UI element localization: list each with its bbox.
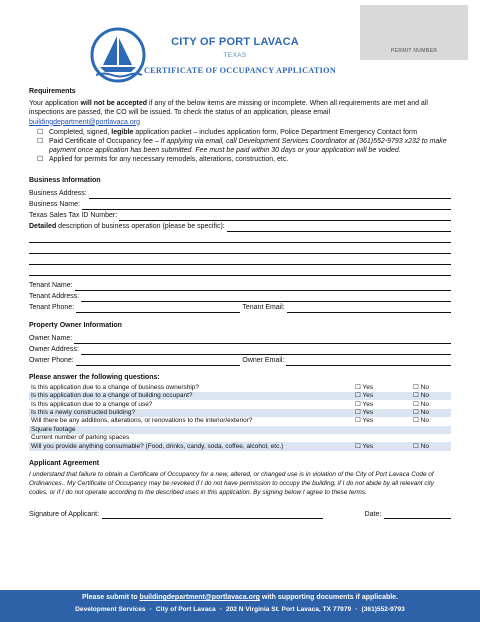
agreement-section	[29, 460, 451, 520]
tenant-name-label: Tenant Name:	[29, 282, 73, 290]
question-text: Is this a newly constructed building?	[29, 409, 353, 417]
description-line[interactable]	[29, 265, 451, 276]
city-state: TEXAS	[223, 52, 247, 59]
tenant-name-field[interactable]	[75, 283, 451, 291]
owner-phone-label: Owner Phone:	[29, 357, 74, 365]
tenant-name-row	[29, 280, 451, 291]
page-footer	[0, 590, 480, 622]
requirements-list	[29, 128, 451, 164]
intro-bold: will not be accepted	[80, 99, 148, 107]
email-link[interactable]: buildingdepartment@portlavaca.org	[29, 118, 141, 126]
business-address-row	[29, 188, 451, 199]
footer-dept: Development Services	[75, 605, 146, 613]
tenant-email-field[interactable]	[287, 305, 451, 313]
question-text: Is this application due to a change of use?	[31, 400, 153, 408]
sailboat-logo-icon	[90, 27, 146, 83]
item-text: Paid Certificate of Occupancy fee –	[49, 138, 161, 146]
checkbox-icon[interactable]: ☐	[37, 156, 44, 164]
owner-phone-field[interactable]	[76, 358, 241, 366]
signature-row	[29, 508, 451, 519]
table-row	[29, 392, 451, 400]
description-field[interactable]	[227, 224, 451, 232]
question-text: Square footage	[29, 426, 353, 434]
business-address-field[interactable]	[89, 191, 451, 199]
owner-heading: Property Owner Information	[29, 322, 122, 330]
business-name-row	[29, 199, 451, 210]
tenant-address-field[interactable]	[81, 294, 451, 302]
owner-address-field[interactable]	[81, 347, 451, 355]
question-text: Is this application due to a change of business ownership?	[31, 383, 200, 391]
no-checkbox[interactable]: ☐ No	[413, 400, 429, 408]
tenant-email-label: Tenant Email:	[242, 304, 285, 312]
question-text: Will there be any additions, alterations, or renovations to the interior/exterior?	[31, 417, 253, 425]
answer-field[interactable]	[353, 426, 411, 434]
checkbox-icon[interactable]: ☐	[37, 138, 44, 146]
separator-icon: ◦	[149, 605, 152, 613]
table-row	[29, 426, 451, 434]
table-row	[29, 442, 451, 450]
owner-name-row	[29, 333, 451, 344]
list-item	[37, 155, 451, 164]
business-name-label: Business Name:	[29, 201, 80, 209]
intro-text: Your application	[29, 99, 81, 107]
tenant-phone-field[interactable]	[76, 305, 240, 313]
tenant-address-row	[29, 291, 451, 302]
yes-checkbox[interactable]: ☐ Yes	[355, 400, 374, 408]
business-section	[29, 177, 451, 313]
date-field[interactable]	[384, 511, 451, 519]
table-row	[29, 434, 451, 442]
table-row	[29, 384, 451, 392]
description-line[interactable]	[29, 232, 451, 243]
tax-id-label: Texas Sales Tax ID Number:	[29, 212, 118, 220]
signature-label: Signature of Applicant:	[29, 510, 100, 518]
owner-email-label: Owner Email:	[242, 357, 285, 365]
description-line[interactable]	[29, 243, 451, 254]
description-bold: Detailed	[29, 223, 57, 231]
list-item	[37, 137, 451, 155]
answer-field[interactable]	[411, 434, 451, 442]
item-italic: If applying via email, call Development Services Coordinator at (361)552-9793 x232 to make payment once application has been submitted. Fee must be paid within 30 days or your application will be voided.	[49, 138, 447, 155]
no-checkbox[interactable]: ☐ No	[413, 383, 429, 391]
footer-city: City of Port Lavaca	[155, 605, 216, 613]
questions-table	[29, 384, 451, 451]
questions-section	[29, 374, 451, 451]
intro-text-2: if any of the below items are missing or incomplete. When all requirements are met and all inspections are passed, the CO will be issued. To check the status of an application, please email	[29, 99, 428, 117]
owner-name-label: Owner Name:	[29, 335, 73, 343]
description-row	[29, 221, 451, 232]
form-content	[29, 88, 451, 519]
tenant-contact-row	[29, 302, 451, 313]
separator-icon: ◦	[355, 605, 358, 613]
footer-contact-line	[0, 606, 480, 614]
owner-email-field[interactable]	[286, 358, 451, 366]
yes-checkbox[interactable]: ☐ Yes	[353, 392, 411, 400]
owner-contact-row	[29, 355, 451, 366]
requirements-heading: Requirements	[29, 88, 76, 95]
footer-submit-line	[0, 594, 480, 603]
footer-text: with supporting documents if applicable.	[259, 594, 399, 601]
page-header	[0, 0, 480, 80]
agreement-text: I understand that failure to obtain a Certificate of Occupancy for a new, altered, or changed use is in violation of the City of Port Lavaca Code of Ordinances.. My Certificate of Occupancy may be revoked if I do not have permission to occupy the building, if I do not abide by all relevant city codes, or if I do not operate according to the described uses in this application. By signing below I agree to these terms.	[29, 470, 434, 496]
no-checkbox[interactable]: ☐ No	[411, 409, 451, 417]
yes-checkbox[interactable]: ☐ Yes	[353, 442, 411, 450]
description-line[interactable]	[29, 254, 451, 265]
permit-number-box[interactable]	[360, 5, 468, 60]
owner-address-label: Owner Address:	[29, 346, 79, 354]
description-label	[29, 223, 227, 232]
tenant-address-label: Tenant Address:	[29, 293, 80, 301]
item-text: application packet – includes application form, Police Department Emergency Contact form	[133, 129, 418, 137]
separator-icon: ◦	[219, 605, 222, 613]
question-text: Is this application due to a change of building occupant?	[29, 392, 353, 400]
checkbox-icon[interactable]: ☐	[37, 129, 44, 137]
answer-field[interactable]	[411, 426, 451, 434]
permit-number-label: PERMIT NUMBER	[390, 47, 438, 54]
owner-address-row	[29, 344, 451, 355]
question-text: Will you provide anything consumable? (Food, drinks, candy, soda, coffee, alcohol, etc.)	[29, 442, 353, 450]
city-name: CITY OF PORT LAVACA	[171, 36, 299, 48]
footer-text: Please submit to	[81, 594, 140, 601]
question-text: Current number of parking spaces	[31, 434, 130, 442]
no-checkbox[interactable]: ☐ No	[411, 392, 451, 400]
item-text: Completed, signed,	[49, 129, 112, 137]
date-label: Date:	[364, 510, 382, 518]
yes-checkbox[interactable]: ☐ Yes	[355, 383, 374, 391]
no-checkbox[interactable]: ☐ No	[413, 417, 429, 425]
footer-address: 202 N Virginia St. Port Lavaca, TX 77979	[225, 605, 352, 613]
list-item	[37, 128, 451, 137]
tax-id-field[interactable]	[119, 213, 451, 221]
questions-heading: Please answer the following questions:	[29, 373, 160, 381]
signature-field[interactable]	[102, 511, 323, 519]
no-checkbox[interactable]: ☐ No	[411, 442, 451, 450]
business-address-label: Business Address:	[29, 190, 87, 198]
item-bold: legible	[111, 129, 134, 137]
yes-checkbox[interactable]: ☐ Yes	[355, 417, 374, 425]
footer-phone: (361)552-9793	[361, 605, 405, 613]
owner-section	[29, 322, 451, 366]
description-text: description of business operation (please be specific):	[56, 223, 225, 231]
item-text: Applied for permits for any necessary remodels, alterations, construction, etc.	[49, 156, 289, 164]
answer-field[interactable]	[353, 434, 411, 442]
requirements-intro	[29, 99, 451, 127]
business-heading: Business Information	[29, 177, 101, 185]
yes-checkbox[interactable]: ☐ Yes	[353, 409, 411, 417]
footer-email-link[interactable]: buildingdepartment@portlavaca.org	[139, 594, 260, 601]
tax-id-row	[29, 210, 451, 221]
owner-name-field[interactable]	[74, 336, 451, 344]
requirements-section	[29, 88, 451, 164]
table-row	[29, 409, 451, 417]
agreement-heading: Applicant Agreement	[29, 459, 100, 467]
table-row	[29, 417, 451, 425]
table-row	[29, 400, 451, 408]
business-name-field[interactable]	[82, 202, 451, 210]
tenant-phone-label: Tenant Phone:	[29, 304, 75, 312]
form-title: CERTIFICATE OF OCCUPANCY APPLICATION	[143, 66, 337, 75]
